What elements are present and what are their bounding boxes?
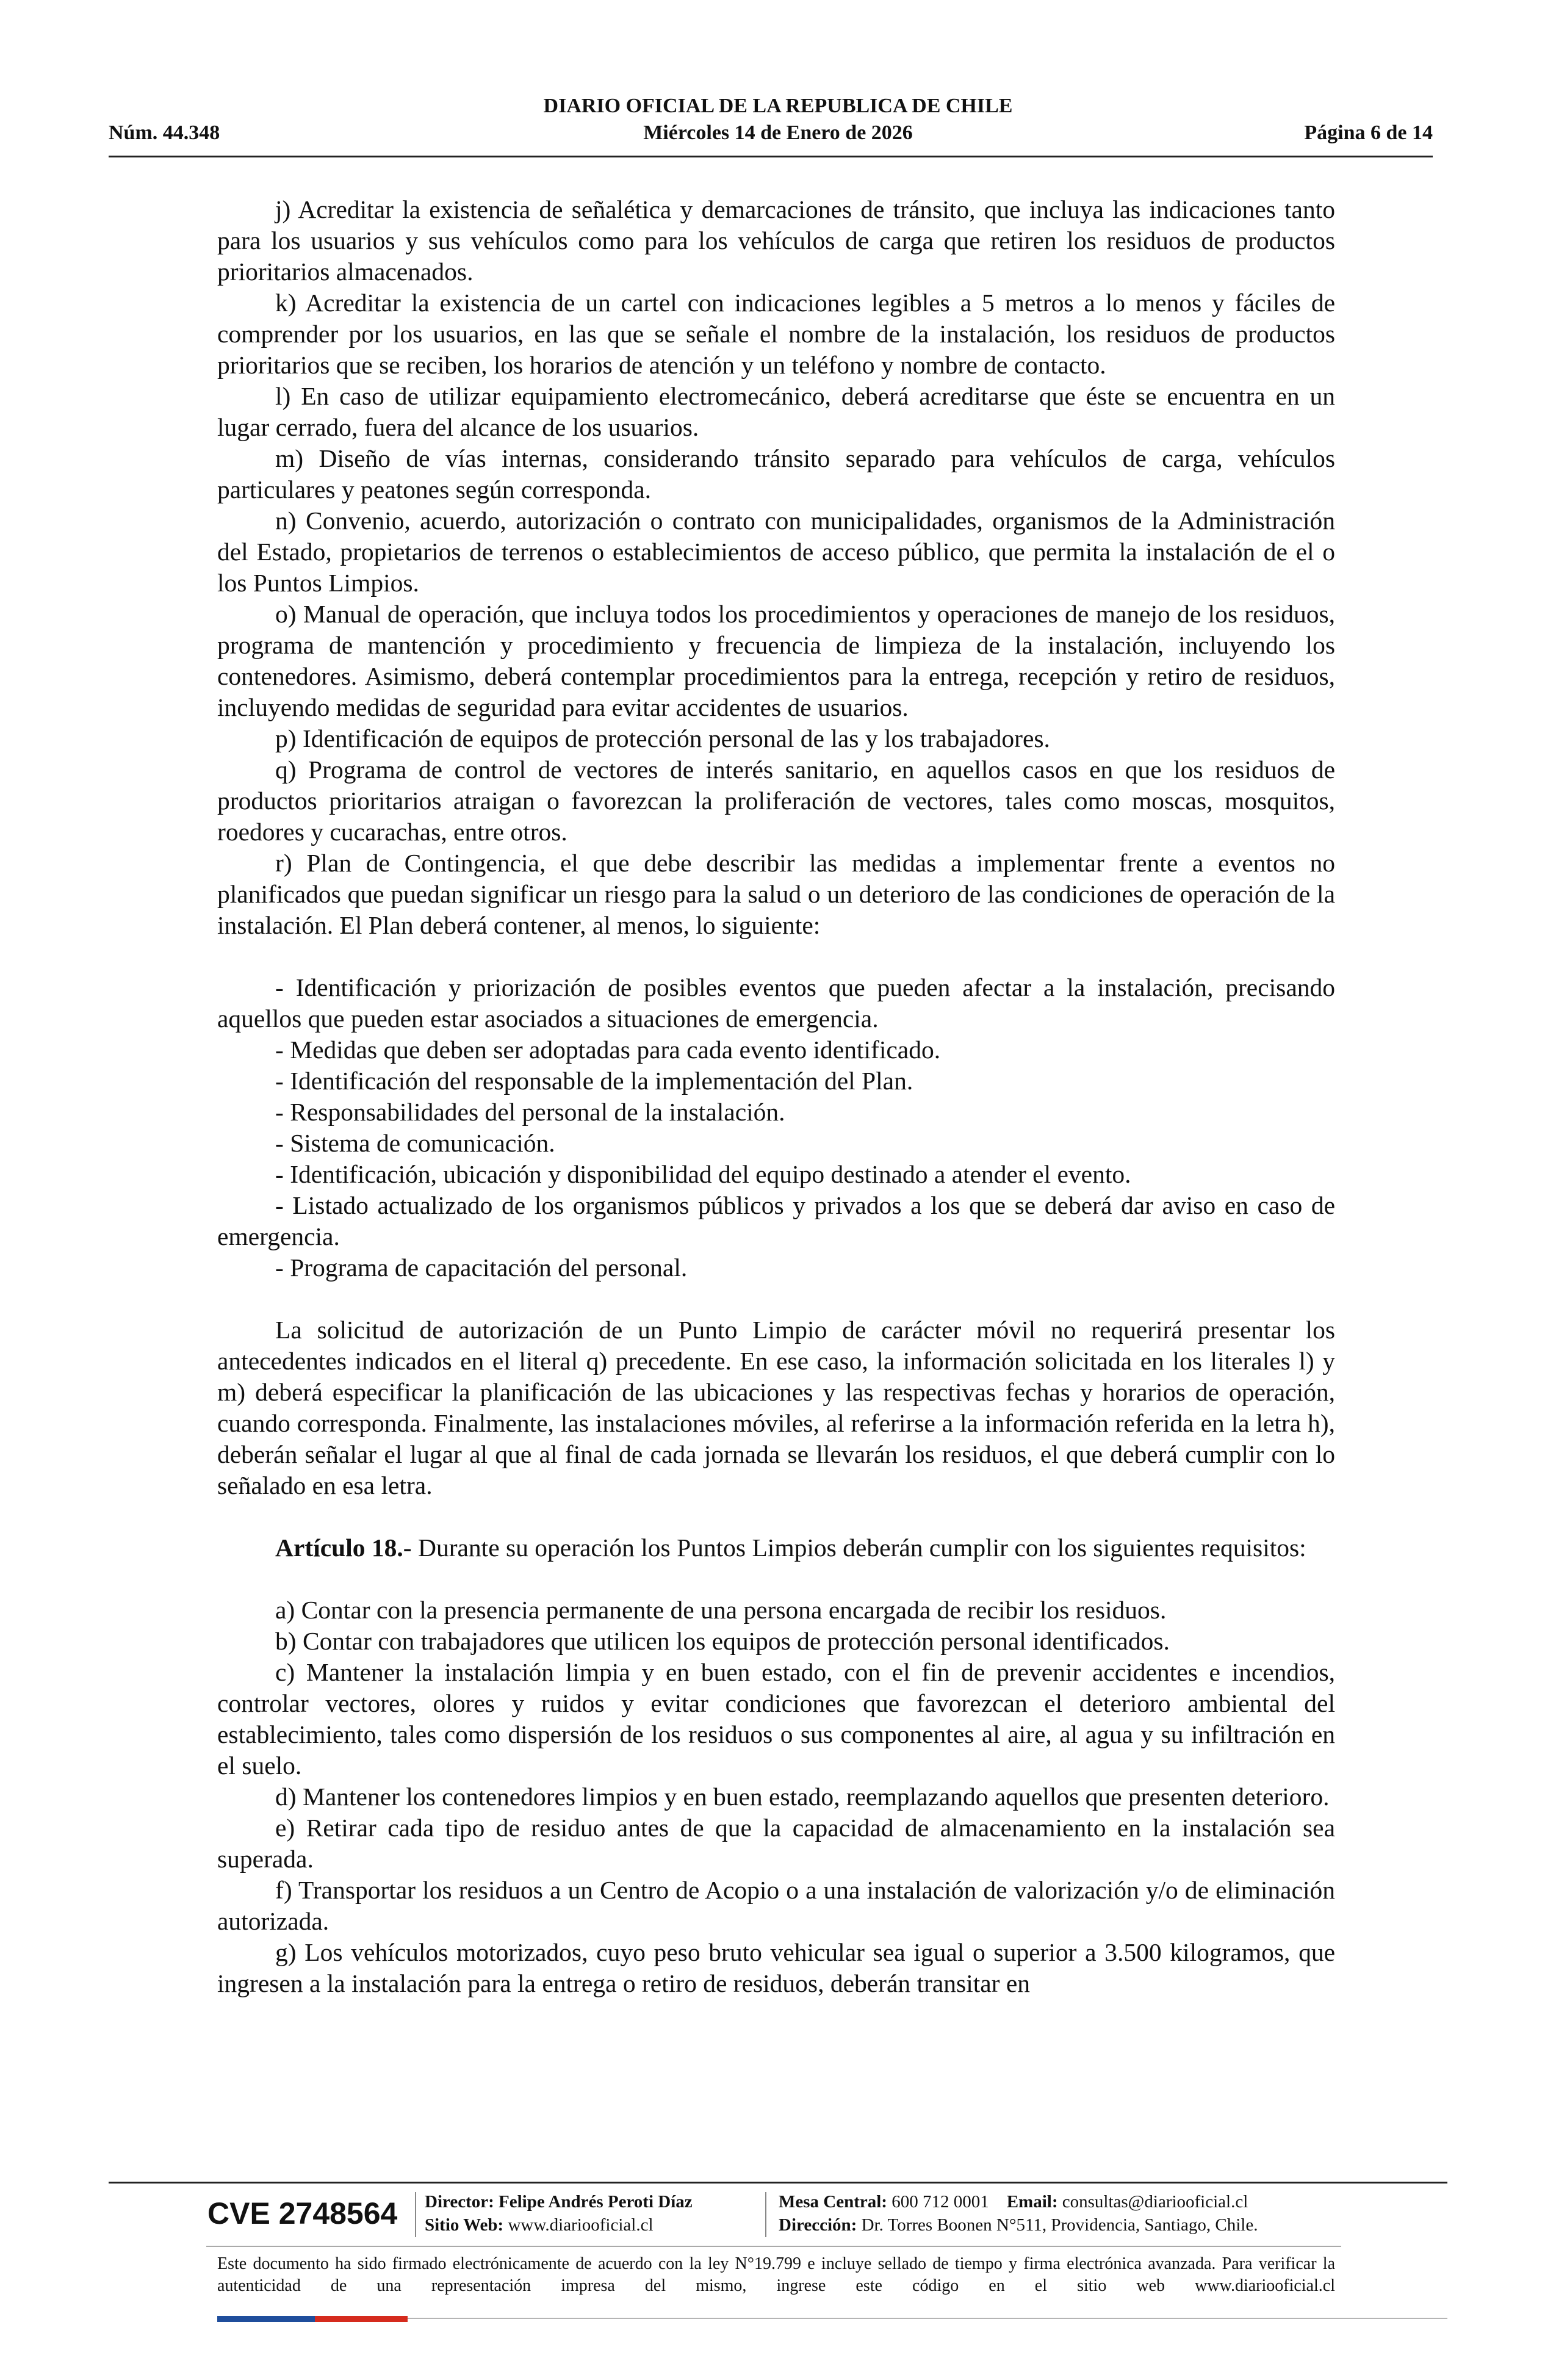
- plan-item: - Responsabilidades del personal de la instalación.: [275, 1098, 785, 1126]
- website-link[interactable]: www.diariooficial.cl: [508, 2215, 654, 2235]
- email-link[interactable]: consultas@diariooficial.cl: [1062, 2192, 1248, 2212]
- plan-item: - Identificación y priorización de posibles eventos que pueden afectar a la instalación, precisando aquellos que pueden estar asociados a situaciones de emergencia.: [217, 973, 1335, 1033]
- footer-divider: [109, 2182, 1447, 2183]
- paragraph-q: q) Programa de control de vectores de interés sanitario, en aquellos casos en que los residuos de productos prioritarios atraigan o favorezcan la proliferación de vectores, tales como moscas, mosquitos, roedores y cucarachas, entre otros.: [217, 755, 1335, 846]
- paragraph-o: o) Manual de operación, que incluya todos los procedimientos y operaciones de manejo de los residuos, programa de mantención y procedimiento y frecuencia de limpieza de la instalación, incluyendo los contenedores. Asimismo, deberá contemplar procedimientos para la entrega, recepción y retiro de residuos, incluyendo medidas de seguridad para evitar accidentes de usuarios.: [217, 600, 1335, 721]
- paragraph-mobile-points: La solicitud de autorización de un Punto Limpio de carácter móvil no requerirá presentar los antecedentes indicados en el literal q) precedente. En ese caso, la información solicitada en los literales l) y m) deberá especificar la planificación de las ubicaciones y las respectivas fechas y horarios de operación, cuando corresponda. Finalmente, las instalaciones móviles, al referirse a la información referida en la letra h), deberán señalar el lugar al que al final de cada jornada se llevarán los residuos, el que deberá cumplir con lo señalado en esa letra.: [217, 1316, 1335, 1499]
- article-18: [217, 1532, 1335, 1563]
- header-divider: [109, 156, 1433, 157]
- legal-notice: Este documento ha sido firmado electrónicamente de acuerdo con la ley N°19.799 e incluye sellado de tiempo y firma electrónica avanzada. Para verificar la autenticidad de una representación impresa del mismo, ingrese este código en el sitio web www.diariooficial.cl: [217, 2254, 1335, 2295]
- plan-item: - Programa de capacitación del personal.: [275, 1253, 688, 1282]
- footer-inner-divider: [206, 2246, 1341, 2247]
- footer-separator: [765, 2192, 766, 2237]
- article-18-text: Durante su operación los Puntos Limpios deberán cumplir con los siguientes requisitos:: [411, 1534, 1306, 1562]
- article-18-label: Artículo 18.-: [275, 1534, 412, 1562]
- requirement-item: f) Transportar los residuos a un Centro de Acopio o a una instalación de valorización y/o de eliminación autorizada.: [217, 1876, 1335, 1935]
- requirement-item: d) Mantener los contenedores limpios y en buen estado, reemplazando aquellos que presenten deterioro.: [275, 1783, 1330, 1811]
- plan-item: - Identificación del responsable de la implementación del Plan.: [275, 1067, 913, 1095]
- footer-separator: [415, 2192, 416, 2237]
- plan-item: - Identificación, ubicación y disponibilidad del equipo destinado a atender el evento.: [275, 1160, 1131, 1188]
- document-body: [217, 194, 1335, 1999]
- plan-item: - Sistema de comunicación.: [275, 1129, 555, 1157]
- paragraph-r: r) Plan de Contingencia, el que debe describir las medidas a implementar frente a eventos no planificados que puedan significar un riesgo para la salud o un deterioro de las condiciones de operación de la instalación. El Plan deberá contener, al menos, lo siguiente:: [217, 849, 1335, 939]
- director-label: Director:: [425, 2192, 494, 2212]
- website-label: Sitio Web:: [425, 2215, 504, 2235]
- page-indicator: Página 6 de 14: [1304, 121, 1433, 144]
- paragraph-j: j) Acreditar la existencia de señalética y demarcaciones de tránsito, que incluya las indicaciones tanto para los usuarios y sus vehículos como para los vehículos de carga que retiren los residuos de productos prioritarios almacenados.: [217, 195, 1335, 286]
- requirement-item: c) Mantener la instalación limpia y en buen estado, con el fin de prevenir accidentes e incendios, controlar vectores, olores y ruidos y evitar condiciones que favorezcan el deterioro ambiental del establecimiento, tales como dispersión de los residuos o sus componentes al aire, al agua y su infiltración en el suelo.: [217, 1658, 1335, 1780]
- paragraph-p: p) Identificación de equipos de protección personal de las y los trabajadores.: [275, 724, 1050, 752]
- issue-date: Miércoles 14 de Enero de 2026: [643, 121, 913, 144]
- mesa-central-label: Mesa Central:: [779, 2192, 887, 2212]
- email-label: Email:: [1006, 2192, 1058, 2212]
- paragraph-m: m) Diseño de vías internas, considerando tránsito separado para vehículos de carga, vehículos particulares y peatones según corresponda.: [217, 444, 1335, 503]
- paragraph-k: k) Acreditar la existencia de un cartel con indicaciones legibles a 5 metros a lo menos y fáciles de comprender por los usuarios, en las que se señale el nombre de la instalación, los residuos de productos prioritarios que se reciben, los horarios de atención y un teléfono y nombre de contacto.: [217, 289, 1335, 379]
- paragraph-n: n) Convenio, acuerdo, autorización o contrato con municipalidades, organismos de la Administración del Estado, propietarios de terrenos o establecimientos de acceso público, que permita la instalación de el o los Puntos Limpios.: [217, 507, 1335, 597]
- flag-bar-line: [408, 2318, 1447, 2319]
- requirement-item: b) Contar con trabajadores que utilicen los equipos de protección personal identificados.: [275, 1627, 1170, 1655]
- address-label: Dirección:: [779, 2215, 857, 2235]
- plan-item: - Listado actualizado de los organismos públicos y privados a los que se deberá dar aviso en caso de emergencia.: [217, 1191, 1335, 1250]
- issue-number: Núm. 44.348: [109, 121, 220, 144]
- director-name: Felipe Andrés Peroti Díaz: [499, 2192, 693, 2212]
- plan-item: - Medidas que deben ser adoptadas para cada evento identificado.: [275, 1036, 941, 1064]
- requirement-item: e) Retirar cada tipo de residuo antes de que la capacidad de almacenamiento en la instalación sea superada.: [217, 1814, 1335, 1873]
- cve-code: CVE 2748564: [207, 2196, 398, 2230]
- requirement-item: a) Contar con la presencia permanente de una persona encargada de recibir los residuos.: [275, 1596, 1167, 1624]
- footer-director-block: [425, 2190, 693, 2237]
- requirement-item: g) Los vehículos motorizados, cuyo peso bruto vehicular sea igual o superior a 3.500 kilogramos, que ingresen a la instalación para la entrega o retiro de residuos, deberán transitar en: [217, 1938, 1335, 1997]
- paragraph-l: l) En caso de utilizar equipamiento electromecánico, deberá acreditarse que éste se encuentra en un lugar cerrado, fuera del alcance de los usuarios.: [217, 382, 1335, 441]
- flag-bar-blue: [217, 2316, 315, 2322]
- address-value: Dr. Torres Boonen N°511, Providencia, Santiago, Chile.: [861, 2215, 1258, 2235]
- footer-contact-block: [779, 2190, 1258, 2237]
- newspaper-title: DIARIO OFICIAL DE LA REPUBLICA DE CHILE: [543, 95, 1013, 117]
- flag-bar-red: [315, 2316, 408, 2322]
- mesa-central-phone: 600 712 0001: [891, 2192, 989, 2212]
